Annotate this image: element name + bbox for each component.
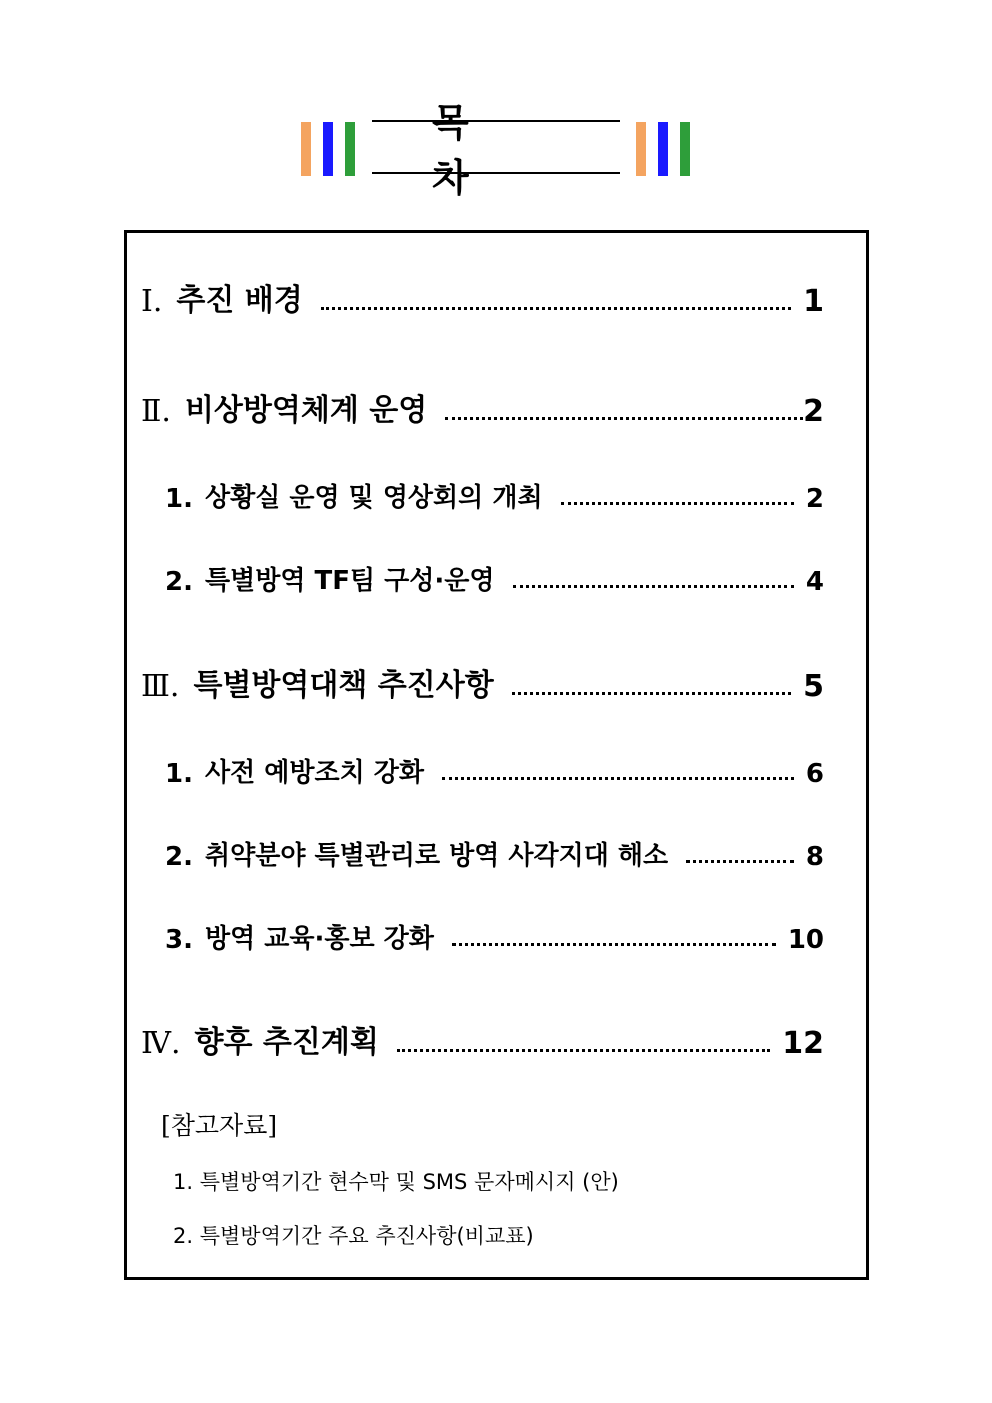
toc-page: 1 <box>803 284 824 319</box>
toc-leader-dots <box>513 584 794 588</box>
toc-number: 2. <box>165 567 193 597</box>
toc-page: 10 <box>787 925 824 955</box>
toc-leader-dots <box>452 942 776 946</box>
toc-entry-7[interactable] <box>165 835 824 872</box>
toc-page: 12 <box>782 1026 824 1061</box>
toc-number: 1. <box>165 484 193 514</box>
toc-leader-dots <box>442 776 794 780</box>
stripe-green-left <box>345 122 355 176</box>
toc-label: 비상방역체계 운영 <box>184 393 428 428</box>
toc-leader-dots <box>445 416 803 420</box>
stripe-orange-right <box>636 122 646 176</box>
toc-leader-dots <box>561 501 794 505</box>
reference-item-1: 1. 특별방역기간 현수막 및 SMS 문자메시지 (안) <box>173 1170 619 1194</box>
toc-label: 사전 예방조치 강화 <box>204 758 425 788</box>
toc-entry-3[interactable] <box>165 477 824 514</box>
toc-number: Ⅳ. <box>141 1026 181 1061</box>
toc-leader-dots <box>686 859 794 863</box>
toc-number: 3. <box>165 925 193 955</box>
toc-entry-4[interactable] <box>165 560 824 597</box>
title-bar <box>0 101 992 200</box>
toc-label: 특별방역 TF팀 구성·운영 <box>204 566 495 596</box>
toc-number: Ⅱ. <box>141 394 171 429</box>
toc-entry-9[interactable] <box>141 1017 824 1061</box>
toc-page: 5 <box>803 669 824 704</box>
toc-label: 상황실 운영 및 영상회의 개최 <box>204 483 543 513</box>
toc-leader-dots <box>397 1048 770 1052</box>
references-title: [참고자료] <box>161 1111 278 1140</box>
toc-entry-8[interactable] <box>165 918 824 955</box>
toc-number: 2. <box>165 842 193 872</box>
toc-label: 추진 배경 <box>176 283 303 318</box>
toc-label: 특별방역대책 추진사항 <box>193 668 494 703</box>
toc-label: 취약분야 특별관리로 방역 사각지대 해소 <box>204 841 669 871</box>
toc-page: 2 <box>803 394 824 429</box>
toc-entry-6[interactable] <box>165 752 824 789</box>
toc-label: 방역 교육·홍보 강화 <box>204 924 434 954</box>
toc-leader-dots <box>512 691 791 695</box>
stripe-green-right <box>680 122 690 176</box>
toc-page: 8 <box>805 842 824 872</box>
toc-entry-1[interactable] <box>141 275 824 319</box>
toc-page: 2 <box>805 484 824 514</box>
toc-page: 6 <box>805 759 824 789</box>
stripe-blue-right <box>658 122 668 176</box>
page-title: 목 차 <box>372 120 620 174</box>
toc-leader-dots <box>321 306 791 310</box>
stripe-orange-left <box>301 122 311 176</box>
toc-number: Ⅰ. <box>141 284 163 319</box>
stripe-blue-left <box>323 122 333 176</box>
toc-number: Ⅲ. <box>141 669 180 704</box>
toc-page: 4 <box>805 567 824 597</box>
toc-label: 향후 추진계획 <box>194 1025 379 1060</box>
toc-box <box>124 230 869 1280</box>
toc-number: 1. <box>165 759 193 789</box>
reference-item-2: 2. 특별방역기간 주요 추진사항(비교표) <box>173 1224 534 1248</box>
toc-entry-5[interactable] <box>141 660 824 704</box>
toc-entry-2[interactable] <box>141 385 824 429</box>
